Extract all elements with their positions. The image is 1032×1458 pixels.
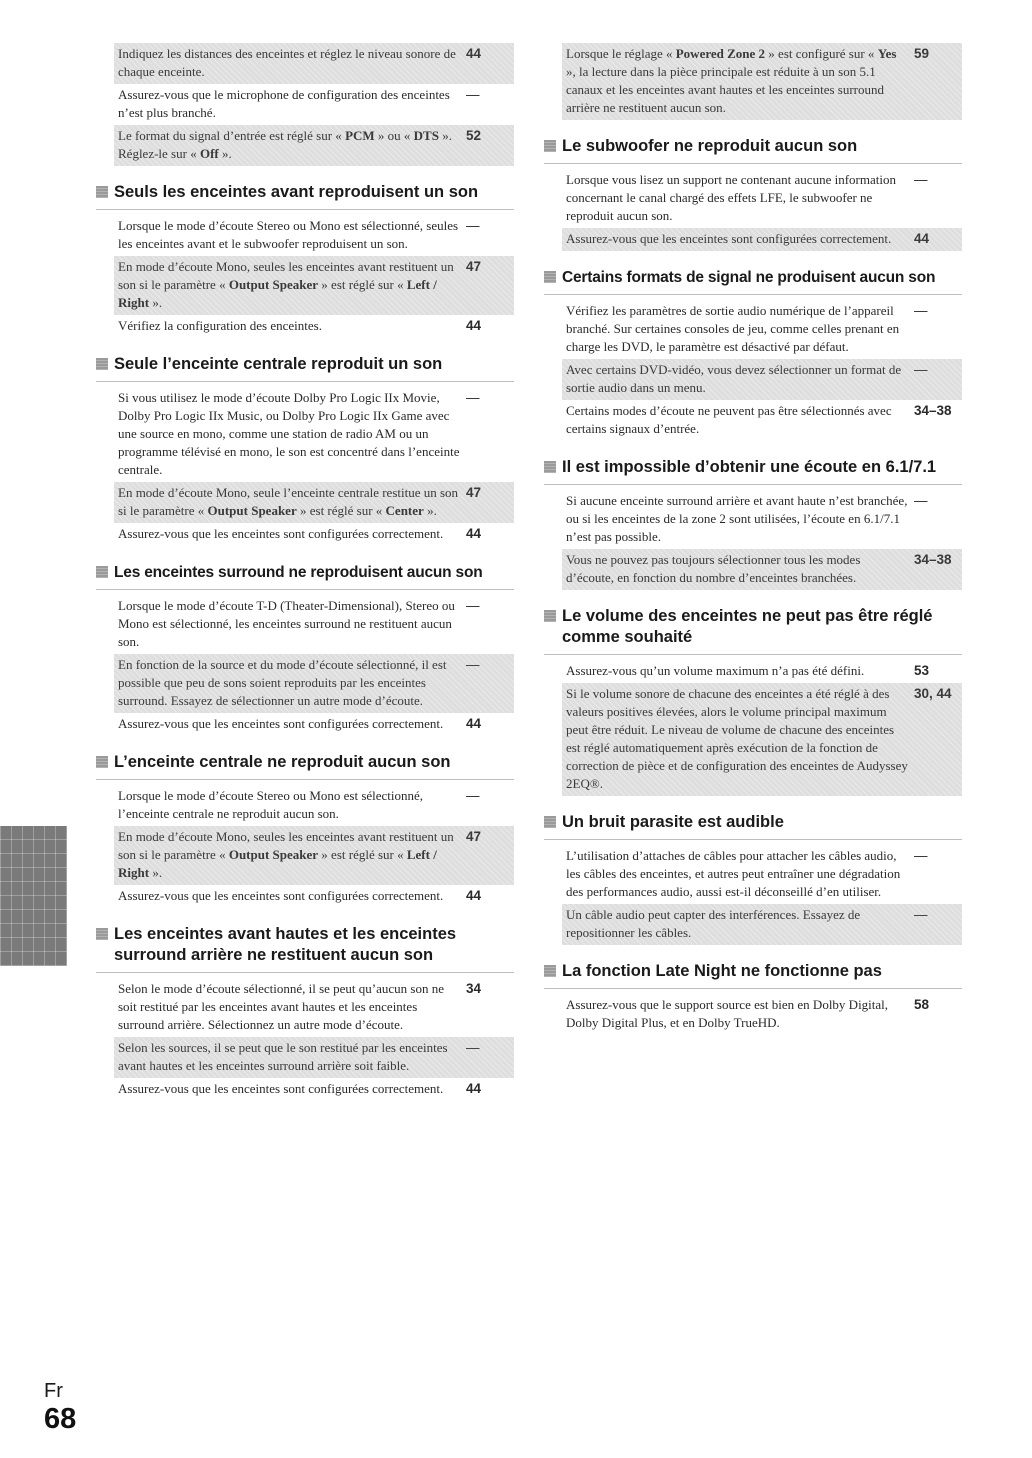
entry-text: Lorsque le mode d’écoute Stereo ou Mono est sélectionné, l’enceinte centrale ne reproduit aucun son. bbox=[118, 788, 424, 821]
entry-row bbox=[114, 595, 514, 654]
entry-row bbox=[114, 84, 514, 125]
shaded-entry-row bbox=[114, 125, 514, 166]
page-reference: — bbox=[466, 390, 480, 405]
section-heading bbox=[544, 812, 962, 840]
page-reference: 47 bbox=[466, 259, 482, 274]
page-reference: 44 bbox=[466, 1081, 482, 1096]
entry-text: Certains modes d’écoute ne peuvent pas être sélectionnés avec certains signaux d’entrée. bbox=[566, 403, 892, 436]
section-bullet-icon bbox=[544, 461, 556, 473]
section-title: Les enceintes surround ne reproduisent aucun son bbox=[114, 564, 483, 581]
entry-row bbox=[562, 169, 962, 228]
page-reference: — bbox=[914, 303, 928, 318]
entry-text: Assurez-vous que le microphone de configuration des enceintes n’est plus branché. bbox=[118, 87, 450, 120]
entry-text: En mode d’écoute Mono, seules les enceintes avant restituent un son si le paramètre « Output Speaker » est réglé sur « Left / Right ». bbox=[118, 829, 454, 880]
section-heading bbox=[96, 562, 514, 590]
shaded-entry-row bbox=[562, 43, 962, 120]
page-reference: — bbox=[914, 848, 928, 863]
page-reference: 44 bbox=[466, 46, 482, 61]
entry-row bbox=[562, 400, 962, 441]
entry-text: Assurez-vous que les enceintes sont configurées correctement. bbox=[118, 716, 444, 731]
entry-text: Selon les sources, il se peut que le son restitué par les enceintes avant hautes et les enceintes surround arrière soit faible. bbox=[118, 1040, 448, 1073]
page-reference: 44 bbox=[466, 716, 482, 731]
entry-text: Vous ne pouvez pas toujours sélectionner tous les modes d’écoute, en fonction du nombre d’enceintes branchées. bbox=[566, 552, 861, 585]
section-bullet-icon bbox=[544, 140, 556, 152]
section-side-tab bbox=[0, 826, 67, 966]
section-title: Un bruit parasite est audible bbox=[562, 813, 784, 831]
page-reference: — bbox=[466, 598, 480, 613]
entry-row bbox=[114, 978, 514, 1037]
entry-text: Lorsque le mode d’écoute T-D (Theater-Dimensional), Stereo ou Mono est sélectionné, les enceintes surround ne restituent aucun son. bbox=[118, 598, 455, 649]
page-reference: 52 bbox=[466, 128, 482, 143]
shaded-entry-row bbox=[562, 904, 962, 945]
section-title: Les enceintes avant hautes et les enceintes surround arrière ne restituent aucun son bbox=[114, 925, 457, 964]
entry-row bbox=[114, 1078, 514, 1101]
entry-text: Si le volume sonore de chacune des enceintes a été réglé à des valeurs positives élevées, alors le volume principal maximum peut être réduit. Le niveau de volume de chacune des enceintes est réglé automatiquement après exécution de la fonction de correction de pièce et de configuration des enceintes de Audyssey 2EQ®. bbox=[566, 686, 908, 791]
page-reference: 58 bbox=[914, 997, 930, 1012]
section-bullet-icon bbox=[544, 271, 556, 283]
page-reference: 53 bbox=[914, 663, 930, 678]
section-bullet-icon bbox=[96, 358, 108, 370]
section-title: Le volume des enceintes ne peut pas être réglé comme souhaité bbox=[562, 607, 933, 646]
entry-text: En mode d’écoute Mono, seule l’enceinte centrale restitue un son si le paramètre « Output Speaker » est réglé sur « Center ». bbox=[118, 485, 459, 518]
entry-text: Selon le mode d’écoute sélectionné, il se peut qu’aucun son ne soit restitué par les enceintes avant hautes et les enceintes surround arrière. Sélectionnez un autre mode d’écoute. bbox=[118, 981, 444, 1032]
entry-text: Lorsque le mode d’écoute Stereo ou Mono est sélectionné, seules les enceintes avant et le subwoofer reproduisent un son. bbox=[118, 218, 459, 251]
page-reference: 34–38 bbox=[914, 403, 952, 418]
entry-row bbox=[562, 490, 962, 549]
entry-text: Le format du signal d’entrée est réglé sur « PCM » ou « DTS ». Réglez-le sur « Off ». bbox=[118, 128, 452, 161]
section-bullet-icon bbox=[544, 816, 556, 828]
page-number: 68 bbox=[44, 1403, 77, 1435]
page-reference: 34 bbox=[466, 981, 482, 996]
section-bullet-icon bbox=[96, 928, 108, 940]
shaded-entry-row bbox=[114, 1037, 514, 1078]
entry-row bbox=[562, 845, 962, 904]
section-heading bbox=[96, 182, 514, 210]
shaded-entry-row bbox=[114, 43, 514, 84]
page-reference: 44 bbox=[466, 318, 482, 333]
entry-text: Si aucune enceinte surround arrière et avant haute n’est branchée, ou si les enceintes de la zone 2 sont utilisées, l’écoute en 6.1/7.1 n’est pas possible. bbox=[566, 493, 908, 544]
page-reference: 44 bbox=[466, 888, 482, 903]
shaded-entry-row bbox=[562, 683, 962, 796]
entry-text: Assurez-vous que les enceintes sont configurées correctement. bbox=[118, 1081, 444, 1096]
entry-text: L’utilisation d’attaches de câbles pour attacher les câbles audio, les câbles des enceintes, et autres peut entraîner une dégradation des performances audio, aussi est-il déconseillé d’en utiliser. bbox=[566, 848, 901, 899]
page-reference: — bbox=[914, 493, 928, 508]
entry-text: Assurez-vous qu’un volume maximum n’a pas été défini. bbox=[566, 663, 865, 678]
entry-row bbox=[114, 785, 514, 826]
entry-text: Assurez-vous que le support source est bien en Dolby Digital, Dolby Digital Plus, et en Dolby TrueHD. bbox=[566, 997, 889, 1030]
shaded-entry-row bbox=[114, 826, 514, 885]
page-reference: 47 bbox=[466, 485, 482, 500]
section-heading bbox=[544, 457, 962, 485]
section-heading bbox=[96, 752, 514, 780]
shaded-entry-row bbox=[562, 228, 962, 251]
section-title: Il est impossible d’obtenir une écoute en 6.1/7.1 bbox=[562, 458, 937, 476]
page-reference: — bbox=[914, 907, 928, 922]
shaded-entry-row bbox=[114, 654, 514, 713]
section-heading bbox=[96, 924, 514, 973]
entry-text: Vérifiez les paramètres de sortie audio numérique de l’appareil branché. Sur certaines consoles de jeu, comme celles prenant en charge les DVD, le paramètre est désactivé par défaut. bbox=[566, 303, 900, 354]
page-reference: 59 bbox=[914, 46, 930, 61]
entry-row bbox=[114, 215, 514, 256]
entry-text: En mode d’écoute Mono, seules les enceintes avant restituent un son si le paramètre « Output Speaker » est réglé sur « Left / Right ». bbox=[118, 259, 454, 310]
section-title: Seule l’enceinte centrale reproduit un son bbox=[114, 355, 443, 373]
left-column bbox=[114, 43, 514, 1101]
page-reference: 44 bbox=[914, 231, 930, 246]
entry-text: Un câble audio peut capter des interférences. Essayez de repositionner les câbles. bbox=[566, 907, 861, 940]
section-bullet-icon bbox=[544, 610, 556, 622]
entry-text: Avec certains DVD-vidéo, vous devez sélectionner un format de sortie audio dans un menu. bbox=[566, 362, 902, 395]
section-heading bbox=[544, 267, 962, 295]
entry-text: Si vous utilisez le mode d’écoute Dolby Pro Logic IIx Movie, Dolby Pro Logic IIx Music, ou Dolby Pro Logic IIx Game avec une source en mono, comme une station de radio AM ou un programme télévisé en mono, le son est concentré dans l’enceinte centrale. bbox=[118, 390, 460, 477]
page-reference: 47 bbox=[466, 829, 482, 844]
entry-text: Lorsque le réglage « Powered Zone 2 » est configuré sur « Yes », la lecture dans la pièce principale est réduite à un son 5.1 canaux et les enceintes avant hautes et les enceintes surround arrière ne restituent aucun son. bbox=[566, 46, 897, 115]
entry-row bbox=[114, 315, 514, 338]
section-title: Seuls les enceintes avant reproduisent un son bbox=[114, 183, 479, 201]
page-reference: 44 bbox=[466, 526, 482, 541]
section-heading bbox=[544, 606, 962, 655]
shaded-entry-row bbox=[562, 549, 962, 590]
entry-row bbox=[114, 387, 514, 482]
entry-row bbox=[114, 713, 514, 736]
section-bullet-icon bbox=[96, 186, 108, 198]
page-reference: — bbox=[914, 172, 928, 187]
page-reference: — bbox=[466, 87, 480, 102]
section-heading bbox=[544, 961, 962, 989]
right-column bbox=[562, 43, 962, 1035]
section-title: Certains formats de signal ne produisent aucun son bbox=[562, 269, 936, 286]
entry-text: En fonction de la source et du mode d’écoute sélectionné, il est possible que peu de sons soient reproduits par les enceintes surround. Essayez de sélectionner un autre mode d’écoute. bbox=[118, 657, 447, 708]
section-bullet-icon bbox=[96, 756, 108, 768]
section-heading bbox=[544, 136, 962, 164]
entry-text: Assurez-vous que les enceintes sont configurées correctement. bbox=[118, 888, 444, 903]
entry-row bbox=[114, 523, 514, 546]
section-title: Le subwoofer ne reproduit aucun son bbox=[562, 137, 858, 155]
section-title: L’enceinte centrale ne reproduit aucun son bbox=[114, 753, 451, 771]
page-reference: — bbox=[466, 218, 480, 233]
entry-row bbox=[562, 660, 962, 683]
page-reference: — bbox=[466, 1040, 480, 1055]
entry-text: Vérifiez la configuration des enceintes. bbox=[118, 318, 322, 333]
section-bullet-icon bbox=[544, 965, 556, 977]
page-reference: 34–38 bbox=[914, 552, 952, 567]
entry-text: Indiquez les distances des enceintes et réglez le niveau sonore de chaque enceinte. bbox=[118, 46, 456, 79]
page-reference: — bbox=[466, 788, 480, 803]
shaded-entry-row bbox=[114, 482, 514, 523]
section-title: La fonction Late Night ne fonctionne pas bbox=[562, 962, 882, 980]
page-reference: — bbox=[914, 362, 928, 377]
section-bullet-icon bbox=[96, 566, 108, 578]
page-reference: 30, 44 bbox=[914, 686, 952, 701]
entry-row bbox=[562, 994, 962, 1035]
entry-row bbox=[562, 300, 962, 359]
entry-text: Lorsque vous lisez un support ne contenant aucune information concernant le canal chargé des effets LFE, le subwoofer ne reproduit aucun son. bbox=[566, 172, 896, 223]
shaded-entry-row bbox=[562, 359, 962, 400]
page-reference: — bbox=[466, 657, 480, 672]
entry-row bbox=[114, 885, 514, 908]
entry-text: Assurez-vous que les enceintes sont configurées correctement. bbox=[566, 231, 892, 246]
section-heading bbox=[96, 354, 514, 382]
entry-text: Assurez-vous que les enceintes sont configurées correctement. bbox=[118, 526, 444, 541]
page-language: Fr bbox=[44, 1380, 63, 1402]
shaded-entry-row bbox=[114, 256, 514, 315]
